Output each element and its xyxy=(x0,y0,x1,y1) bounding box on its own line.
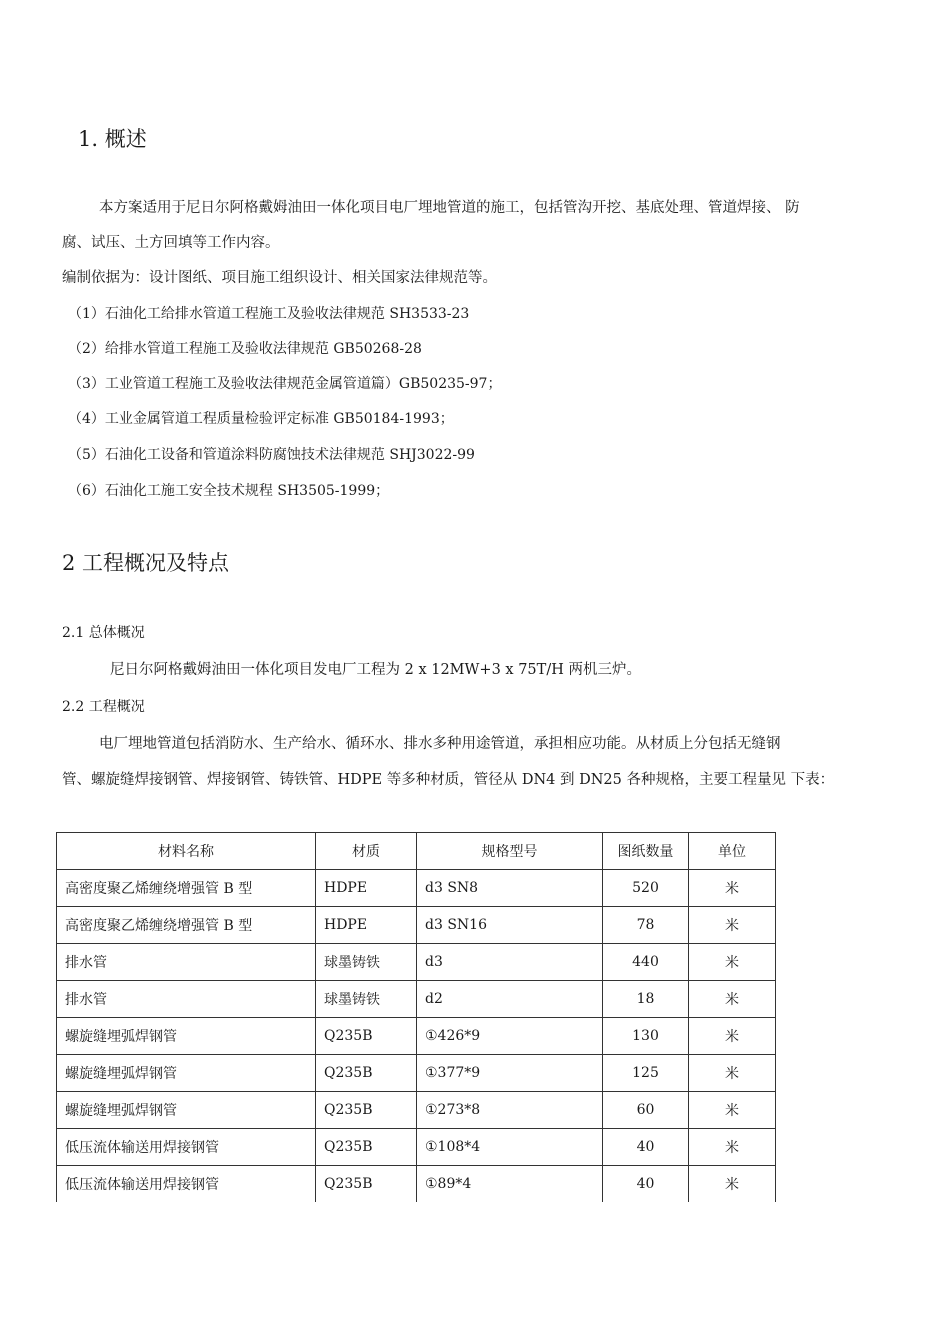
table-row xyxy=(57,870,776,907)
table-row xyxy=(57,1092,776,1129)
cell-material-name: 低压流体输送用焊接钢管 xyxy=(57,1166,316,1203)
cell-quantity: 520 xyxy=(603,870,689,907)
cell-quantity: 125 xyxy=(603,1055,689,1092)
reference-item: （3）工业管道工程施工及验收法律规范金属管道篇）GB50235-97； xyxy=(68,376,502,392)
reference-item: （4）工业金属管道工程质量检验评定标准 GB50184-1993； xyxy=(68,411,454,427)
cell-unit: 米 xyxy=(689,1055,776,1092)
cell-spec: ①426*9 xyxy=(417,1018,603,1055)
subsection-2-1-title: 2.1 总体概况 xyxy=(62,625,145,641)
intro-paragraph-line-2: 腐、试压、土方回填等工作内容。 xyxy=(62,235,280,251)
cell-material: Q235B xyxy=(316,1129,417,1166)
reference-item: （1）石油化工给排水管道工程施工及验收法律规范 SH3533-23 xyxy=(68,306,470,322)
table-row xyxy=(57,1055,776,1092)
cell-material: HDPE xyxy=(316,907,417,944)
cell-material: 球墨铸铁 xyxy=(316,944,417,981)
reference-item: （5）石油化工设备和管道涂料防腐蚀技术法律规范 SHJ3022-99 xyxy=(68,447,475,463)
cell-spec: d3 SN8 xyxy=(417,870,603,907)
cell-material-name: 螺旋缝埋弧焊钢管 xyxy=(57,1055,316,1092)
cell-material-name: 螺旋缝埋弧焊钢管 xyxy=(57,1092,316,1129)
cell-unit: 米 xyxy=(689,907,776,944)
cell-quantity: 40 xyxy=(603,1129,689,1166)
cell-material-name: 高密度聚乙烯缠绕增强管 B 型 xyxy=(57,907,316,944)
table-header-row xyxy=(57,833,776,870)
reference-item: （2）给排水管道工程施工及验收法律规范 GB50268-28 xyxy=(68,341,422,357)
cell-spec: ①108*4 xyxy=(417,1129,603,1166)
table-row xyxy=(57,907,776,944)
header-material-name: 材料名称 xyxy=(57,833,316,870)
cell-material-name: 排水管 xyxy=(57,944,316,981)
cell-unit: 米 xyxy=(689,1129,776,1166)
subsection-2-2-line-2: 管、螺旋缝焊接钢管、焊接钢管、铸铁管、HDPE 等多种材质，管径从 DN4 到 DN25 各种规格，主要工程量见 下表： xyxy=(62,772,835,788)
table-row xyxy=(57,1129,776,1166)
cell-quantity: 60 xyxy=(603,1092,689,1129)
cell-material: HDPE xyxy=(316,870,417,907)
table-row xyxy=(57,1166,776,1203)
cell-material-name: 高密度聚乙烯缠绕增强管 B 型 xyxy=(57,870,316,907)
subsection-2-1-text: 尼日尔阿格戴姆油田一体化项目发电厂工程为 2 x 12MW+3 x 75T/H 两机三炉。 xyxy=(110,662,641,678)
header-quantity: 图纸数量 xyxy=(603,833,689,870)
basis-text: 编制依据为：设计图纸、项目施工组织设计、相关国家法律规范等。 xyxy=(62,270,497,286)
cell-unit: 米 xyxy=(689,981,776,1018)
cell-material-name: 低压流体输送用焊接钢管 xyxy=(57,1129,316,1166)
cell-material: 球墨铸铁 xyxy=(316,981,417,1018)
cell-spec: d2 xyxy=(417,981,603,1018)
cell-unit: 米 xyxy=(689,870,776,907)
cell-quantity: 440 xyxy=(603,944,689,981)
intro-paragraph-line-1: 本方案适用于尼日尔阿格戴姆油田一体化项目电厂埋地管道的施工，包括管沟开挖、基底处理、管道焊接、 防 xyxy=(99,200,800,216)
cell-quantity: 18 xyxy=(603,981,689,1018)
cell-quantity: 78 xyxy=(603,907,689,944)
cell-unit: 米 xyxy=(689,1092,776,1129)
cell-spec: ①89*4 xyxy=(417,1166,603,1203)
cell-quantity: 130 xyxy=(603,1018,689,1055)
cell-material-name: 排水管 xyxy=(57,981,316,1018)
subsection-2-2-line-1: 电厂埋地管道包括消防水、生产给水、循环水、排水多种用途管道，承担相应功能。从材质上分包括无缝钢 xyxy=(99,736,781,752)
table-row xyxy=(57,944,776,981)
cell-spec: d3 xyxy=(417,944,603,981)
cell-unit: 米 xyxy=(689,1166,776,1203)
cell-unit: 米 xyxy=(689,1018,776,1055)
section-1-title: 1. 概述 xyxy=(78,127,147,151)
cell-spec: ①273*8 xyxy=(417,1092,603,1129)
cell-spec: d3 SN16 xyxy=(417,907,603,944)
cell-material: Q235B xyxy=(316,1018,417,1055)
table-row xyxy=(57,981,776,1018)
cell-spec: ①377*9 xyxy=(417,1055,603,1092)
cell-material-name: 螺旋缝埋弧焊钢管 xyxy=(57,1018,316,1055)
cell-material: Q235B xyxy=(316,1055,417,1092)
subsection-2-2-title: 2.2 工程概况 xyxy=(62,699,145,715)
table-row xyxy=(57,1018,776,1055)
cell-unit: 米 xyxy=(689,944,776,981)
reference-item: （6）石油化工施工安全技术规程 SH3505-1999； xyxy=(68,483,390,499)
header-spec: 规格型号 xyxy=(417,833,603,870)
header-unit: 单位 xyxy=(689,833,776,870)
cell-quantity: 40 xyxy=(603,1166,689,1203)
materials-table xyxy=(56,832,776,1202)
cell-material: Q235B xyxy=(316,1092,417,1129)
header-material: 材质 xyxy=(316,833,417,870)
cell-material: Q235B xyxy=(316,1166,417,1203)
section-2-title: 2 工程概况及特点 xyxy=(62,551,230,575)
